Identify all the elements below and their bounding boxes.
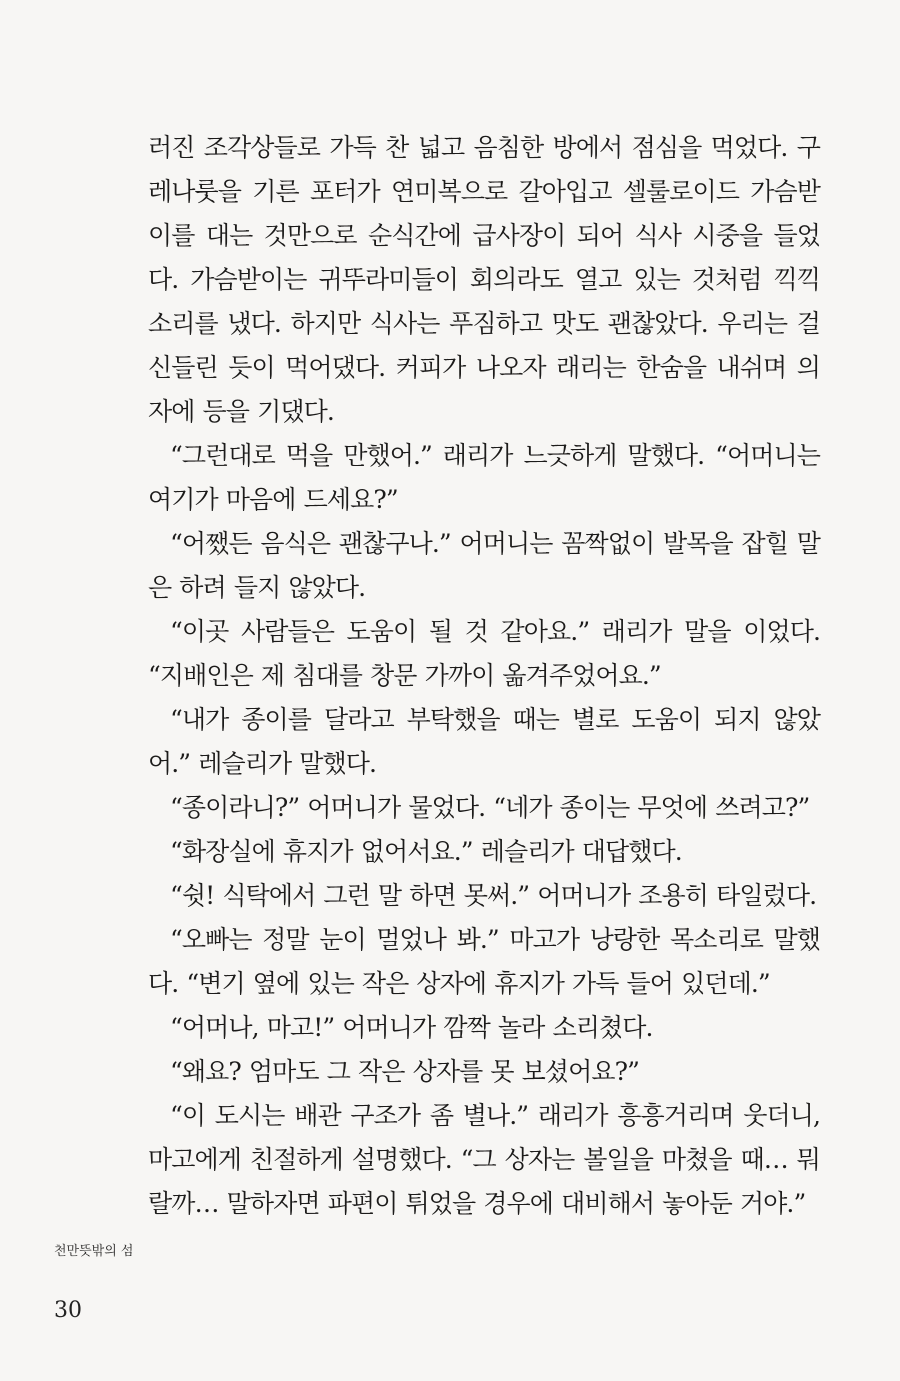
paragraph-3: “어쨌든 음식은 괜찮구나.” 어머니는 꼼짝없이 발목을 잡힐 말은 하려 들지 않았다. xyxy=(148,529,820,602)
paragraph-12: “이 도시는 배관 구조가 좀 별나.” 래리가 흥흥거리며 웃더니, 마고에게 친절하게 설명했다. “그 상자는 볼일을 마쳤을 때… 뭐랄까… 말하자면 파편이 튀었을 경우에 대비해서 놓아둔 거야.” xyxy=(148,1101,820,1218)
paragraph-7: “화장실에 휴지가 없어서요.” 레슬리가 대답했다. xyxy=(170,837,682,866)
paragraph-1: 러진 조각상들로 가득 찬 넓고 음침한 방에서 점심을 먹었다. 구레나룻을 기른 포터가 연미복으로 갈아입고 셀룰로이드 가슴받이를 대는 것만으로 순식간에 급사장이 되어 식사 시중을 들었다. 가슴받이는 귀뚜라미들이 회의라도 열고 있는 것처럼 끽끽 소리를 냈다. 하지만 식사는 푸짐하고 맛도 괜찮았다. 우리는 걸신들린 듯이 먹어댔다. 커피가 나오자 래리는 한숨을 내쉬며 의자에 등을 기댔다. xyxy=(148,133,820,426)
paragraph-6: “종이라니?” 어머니가 물었다. “네가 종이는 무엇에 쓰려고?” xyxy=(170,793,810,822)
page-number: 30 xyxy=(54,1298,82,1323)
paragraph-10: “어머나, 마고!” 어머니가 깜짝 놀라 소리쳤다. xyxy=(170,1013,653,1042)
page-body xyxy=(148,126,820,1226)
paragraph-11: “왜요? 엄마도 그 작은 상자를 못 보셨어요?” xyxy=(170,1057,640,1086)
paragraph-9: “오빠는 정말 눈이 멀었나 봐.” 마고가 낭랑한 목소리로 말했다. “변기 옆에 있는 작은 상자에 휴지가 가득 들어 있던데.” xyxy=(148,925,820,998)
paragraph-8: “쉿! 식탁에서 그런 말 하면 못써.” 어머니가 조용히 타일렀다. xyxy=(170,881,817,910)
paragraph-5: “내가 종이를 달라고 부탁했을 때는 별로 도움이 되지 않았어.” 레슬리가 말했다. xyxy=(148,705,820,778)
paragraph-2: “그런대로 먹을 만했어.” 래리가 느긋하게 말했다. “어머니는 여기가 마음에 드세요?” xyxy=(148,441,820,514)
paragraph-4: “이곳 사람들은 도움이 될 것 같아요.” 래리가 말을 이었다. “지배인은 제 침대를 창문 가까이 옮겨주었어요.” xyxy=(148,617,820,690)
running-title: 천만뜻밖의 섬 xyxy=(54,1244,134,1259)
